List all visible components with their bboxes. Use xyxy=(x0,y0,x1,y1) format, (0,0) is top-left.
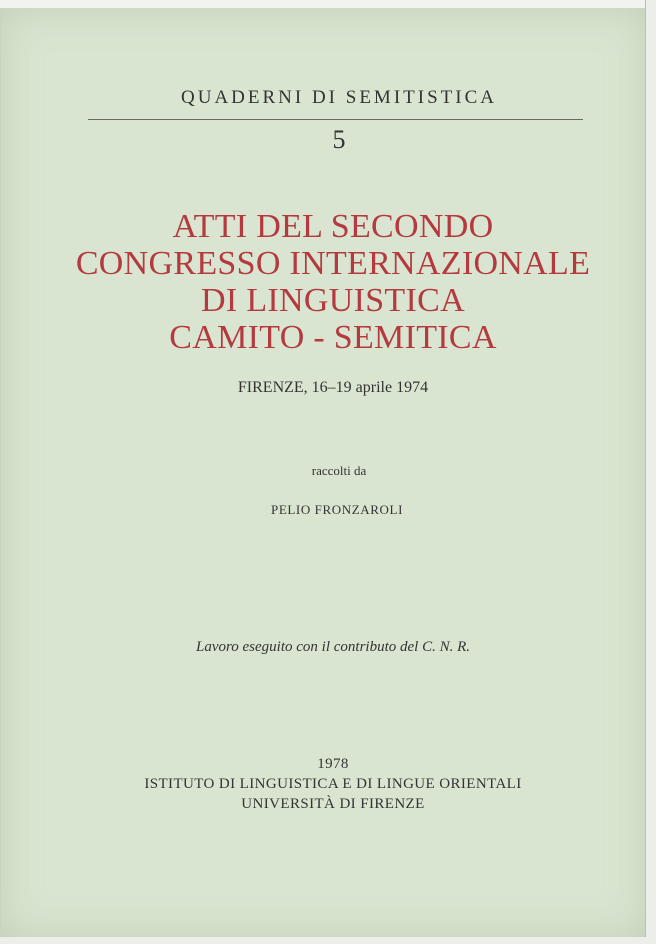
title-line: CONGRESSO INTERNAZIONALE xyxy=(75,245,591,282)
series-name: QUADERNI DI SEMITISTICA xyxy=(181,87,497,108)
publisher-line: UNIVERSITÀ DI FIRENZE xyxy=(241,796,425,812)
title-line: CAMITO - SEMITICA xyxy=(169,319,497,356)
book-cover xyxy=(0,8,647,938)
title-line: ATTI DEL SECONDO xyxy=(172,208,494,245)
scan-edge-right xyxy=(645,0,656,944)
editor-name: PELIO FRONZAROLI xyxy=(270,502,403,517)
book-title xyxy=(1,208,656,356)
scan-edge-bottom xyxy=(0,937,656,944)
volume-number: 5 xyxy=(332,125,346,154)
title-line: DI LINGUISTICA xyxy=(201,282,465,319)
publication-year: 1978 xyxy=(317,756,349,772)
funding-note: Lavoro eseguito con il contributo del C. N. R. xyxy=(195,639,470,655)
congress-place-date: FIRENZE, 16–19 aprile 1974 xyxy=(237,379,429,396)
series-rule xyxy=(88,119,583,120)
collected-by-label: raccolti da xyxy=(311,463,367,478)
publisher-line: ISTITUTO DI LINGUISTICA E DI LINGUE ORIENTALI xyxy=(144,776,522,792)
imprint xyxy=(1,754,656,814)
